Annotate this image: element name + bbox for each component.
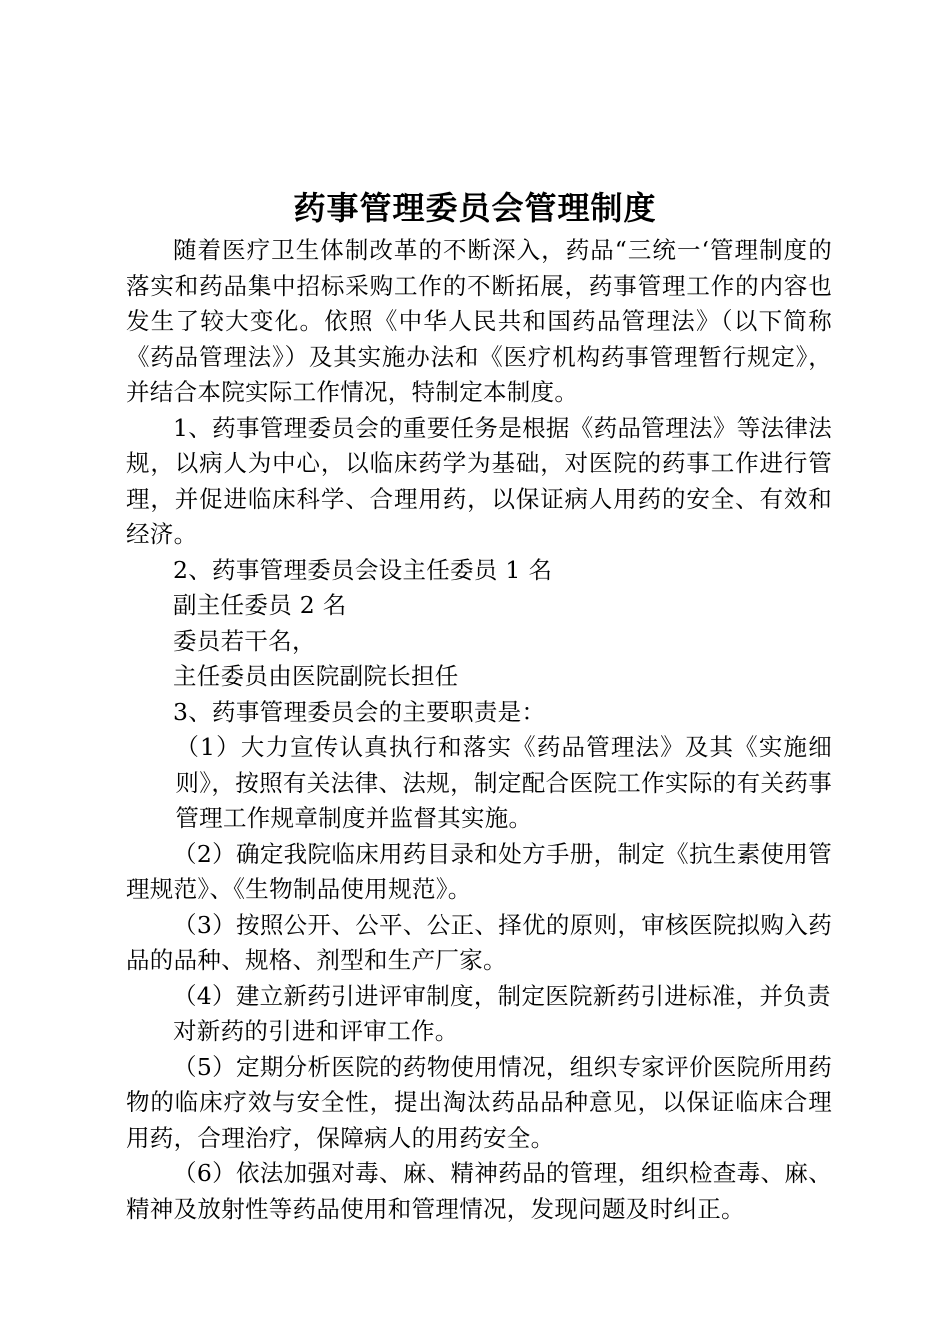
- duty-6-paragraph: （6）依法加强对毒、麻、精神药品的管理，组织检查毒、麻、精神及放射性等药品使用和管理情况，发现问题及时纠正。: [126, 1159, 832, 1223]
- duty-4-paragraph: （4）建立新药引进评审制度，制定医院新药引进标准，并负责: [173, 981, 831, 1010]
- vice-director-line: 副主任委员 2 名: [173, 591, 347, 619]
- duty-3-paragraph: （3）按照公开、公平、公正、择优的原则，审核医院拟购入药品的品种、规格、剂型和生产厂家。: [126, 910, 832, 974]
- director-line: 主任委员由医院副院长担任: [173, 662, 459, 690]
- intro-paragraph: 随着医疗卫生体制改革的不断深入，药品“三统一‘管理制度的落实和药品集中招标采购工作的不断拓展，药事管理工作的内容也发生了较大变化。依照《中华人民共和国药品管理法》（以下简称《药品管理法》）及其实施办法和《医疗机构药事管理暂行规定》，并结合本院实际工作情况，特制定本制度。: [126, 236, 832, 406]
- duty-5-paragraph: （5）定期分析医院的药物使用情况，组织专家评价医院所用药物的临床疗效与安全性，提出淘汰药品品种意见，以保证临床合理用药，合理治疗，保障病人的用药安全。: [126, 1052, 832, 1152]
- members-line: 委员若干名，: [173, 626, 316, 655]
- duty-1-paragraph: （1）大力宣传认真执行和落实《药品管理法》及其《实施细则》，按照有关法律、法规，制定配合医院工作实际的有关药事管理工作规章制度并监督其实施。: [175, 733, 832, 832]
- item-2-paragraph: 2、药事管理委员会设主任委员 1 名: [173, 555, 553, 584]
- duty-2-paragraph: （2）确定我院临床用药目录和处方手册，制定《抗生素使用管理规范》、《生物制品使用规范》。: [126, 839, 832, 903]
- item-1-paragraph: 1、药事管理委员会的重要任务是根据《药品管理法》等法律法规，以病人为中心，以临床药学为基础，对医院的药事工作进行管理，并促进临床科学、合理用药，以保证病人用药的安全、有效和经济。: [126, 413, 832, 548]
- document-body: [126, 233, 832, 1227]
- item-3-paragraph: 3、药事管理委员会的主要职责是：: [173, 697, 546, 726]
- duty-4-continuation: 对新药的引进和评审工作。: [173, 1017, 459, 1045]
- document-title: 药事管理委员会管理制度: [293, 189, 657, 227]
